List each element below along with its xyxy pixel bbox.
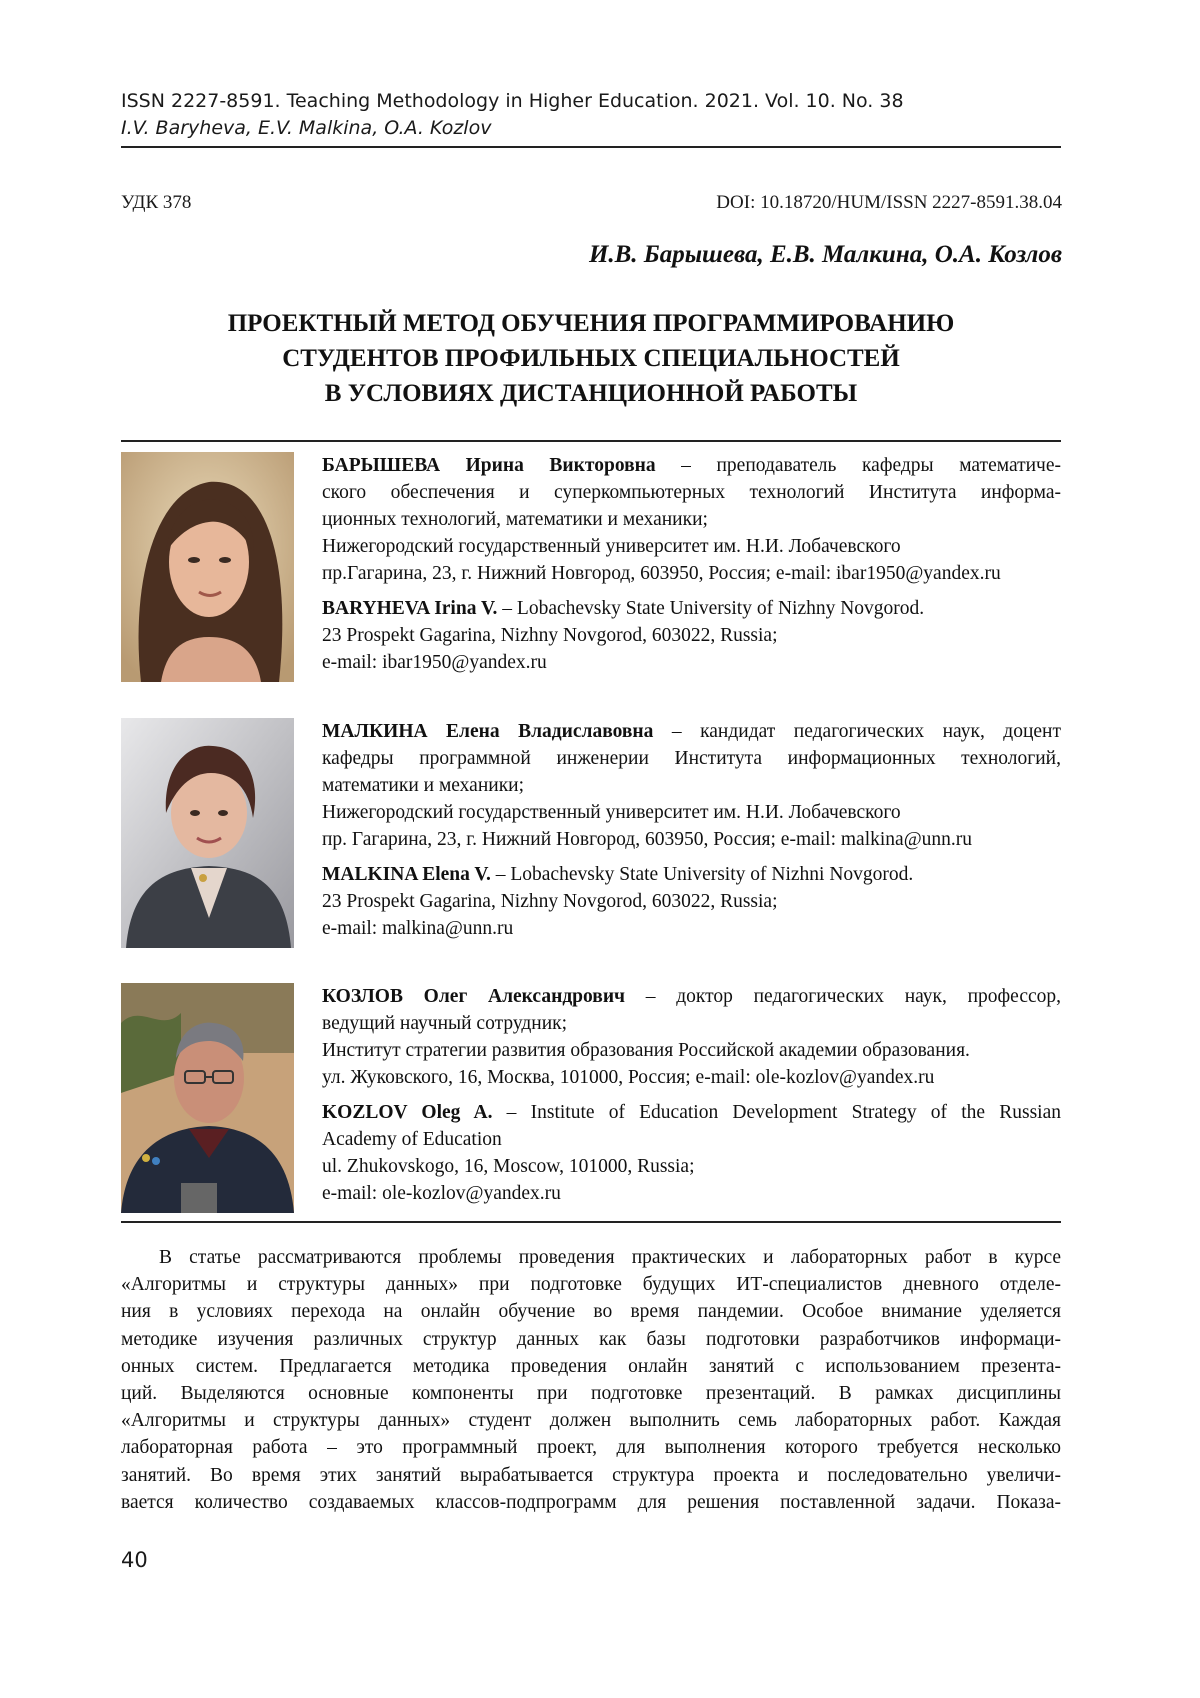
- udc-code: УДК 378: [121, 192, 192, 213]
- bio-english: [322, 1099, 1061, 1207]
- bio-line: e-mail: ibar1950@yandex.ru: [322, 652, 547, 673]
- author-bio-malkina: [322, 718, 1061, 942]
- author-block-top-rule: [121, 440, 1061, 442]
- bio-line: 23 Prospekt Gagarina, Nizhny Novgorod, 603022, Russia;: [322, 625, 778, 646]
- bio-line: математики и механики;: [322, 775, 525, 796]
- portrait-image: [121, 718, 294, 948]
- bio-line: кафедры программной инженерии Института информационных технологий,: [322, 748, 1061, 769]
- bio-line: ul. Zhukovskogo, 16, Moscow, 101000, Russia;: [322, 1156, 695, 1177]
- header-rule: [121, 146, 1061, 148]
- bio-line: ского обеспечения и суперкомпьютерных технологий Института информа-: [322, 482, 1061, 503]
- abstract-line: вается количество создаваемых классов-подпрограмм для решения поставленной задачи. Показа-: [121, 1491, 1061, 1513]
- bio-line: e-mail: malkina@unn.ru: [322, 918, 514, 939]
- author-name-ru: КОЗЛОВ Олег Александрович: [322, 986, 626, 1007]
- bio-line: [322, 983, 1061, 1010]
- author-name-en: KOZLOV Oleg A.: [322, 1102, 493, 1123]
- bio-line: [322, 452, 1061, 479]
- bio-line: Институт стратегии развития образования Российской академии образования.: [322, 1040, 970, 1061]
- journal-line: ISSN 2227-8591. Teaching Methodology in Higher Education. 2021. Vol. 10. No. 38: [121, 90, 904, 112]
- author-bio-kozlov: [322, 983, 1061, 1207]
- author-block-bottom-rule: [121, 1221, 1061, 1223]
- title-line: СТУДЕНТОВ ПРОФИЛЬНЫХ СПЕЦИАЛЬНОСТЕЙ: [282, 345, 900, 372]
- bio-line: [322, 718, 1061, 745]
- abstract-line: лабораторная работа – это программный проект, для выполнения которого требуется несколько: [121, 1437, 1061, 1459]
- article-title: [121, 306, 1061, 411]
- bio-russian: [322, 452, 1061, 587]
- abstract-line: В статье рассматриваются проблемы проведения практических и лабораторных работ в курсе: [159, 1247, 1061, 1268]
- abstract-line: ния в условиях перехода на онлайн обучение во время пандемии. Особое внимание уделяется: [121, 1301, 1061, 1323]
- abstract-line: «Алгоритмы и структуры данных» студент должен выполнить семь лабораторных работ. Каждая: [121, 1410, 1061, 1432]
- byline: И.В. Барышева, Е.В. Малкина, О.А. Козлов: [588, 241, 1062, 268]
- bio-english: [322, 861, 1061, 942]
- bio-line: Academy of Education: [322, 1129, 502, 1150]
- abstract-line: онных систем. Предлагается методика проведения онлайн занятий с использованием презента-: [121, 1355, 1061, 1377]
- bio-text: – кандидат педагогических наук, доцент: [653, 721, 1061, 742]
- abstract-line: занятий. Во время этих занятий вырабатывается структура проекта и последовательно увеличи-: [121, 1464, 1061, 1486]
- bio-russian: [322, 718, 1061, 853]
- bio-line: 23 Prospekt Gagarina, Nizhny Novgorod, 603022, Russia;: [322, 891, 778, 912]
- doi-link[interactable]: DOI: 10.18720/HUM/ISSN 2227-8591.38.04: [716, 192, 1062, 213]
- bio-text: – доктор педагогических наук, профессор,: [625, 986, 1062, 1007]
- bio-line: ул. Жуковского, 16, Москва, 101000, Россия; e-mail: ole-kozlov@yandex.ru: [322, 1067, 935, 1088]
- page-number: 40: [121, 1548, 148, 1572]
- bio-english: [322, 595, 1061, 676]
- author-photo-malkina: [121, 718, 294, 948]
- bio-line: Нижегородский государственный университет им. Н.И. Лобачевского: [322, 536, 901, 557]
- portrait-image: [121, 983, 294, 1213]
- bio-text: – Institute of Education Development Strategy of the Russian: [492, 1102, 1061, 1123]
- bio-text: – Lobachevsky State University of Nizhny Novgorod.: [497, 598, 925, 619]
- bio-line: [322, 861, 1061, 888]
- bio-line: пр. Гагарина, 23, г. Нижний Новгород, 603950, Россия; e-mail: malkina@unn.ru: [322, 829, 973, 850]
- abstract-line: методике изучения различных структур данных как базы подготовки разработчиков информаци-: [121, 1328, 1061, 1350]
- author-bio-barysheva: [322, 452, 1061, 676]
- bio-line: ционных технологий, математики и механики;: [322, 509, 708, 530]
- portrait-image: [121, 452, 294, 682]
- title-line: В УСЛОВИЯХ ДИСТАНЦИОННОЙ РАБОТЫ: [324, 380, 858, 407]
- bio-line: ведущий научный сотрудник;: [322, 1013, 568, 1034]
- header-authors: I.V. Baryheva, E.V. Malkina, O.A. Kozlov: [121, 117, 492, 139]
- running-header: [121, 88, 1061, 142]
- bio-text: – преподаватель кафедры математиче-: [655, 455, 1062, 476]
- bio-text: – Lobachevsky State University of Nizhni Novgorod.: [490, 864, 914, 885]
- bio-line: e-mail: ole-kozlov@yandex.ru: [322, 1183, 561, 1204]
- author-name-en: MALKINA Elena V.: [322, 864, 491, 885]
- abstract-line: ций. Выделяются основные компоненты при подготовке презентаций. В рамках дисциплины: [121, 1383, 1061, 1405]
- bio-russian: [322, 983, 1061, 1091]
- author-name-ru: МАЛКИНА Елена Владиславовна: [322, 721, 654, 742]
- abstract-line: «Алгоритмы и структуры данных» при подготовке будущих ИТ-специалистов дневного отделе-: [121, 1274, 1061, 1296]
- author-name-ru: БАРЫШЕВА Ирина Викторовна: [322, 455, 656, 476]
- author-photo-barysheva: [121, 452, 294, 682]
- bio-line: Нижегородский государственный университет им. Н.И. Лобачевского: [322, 802, 901, 823]
- bio-line: [322, 1099, 1061, 1126]
- author-photo-kozlov: [121, 983, 294, 1213]
- title-line: ПРОЕКТНЫЙ МЕТОД ОБУЧЕНИЯ ПРОГРАММИРОВАНИЮ: [227, 310, 955, 337]
- bio-line: [322, 595, 1061, 622]
- author-name-en: BARYHEVA Irina V.: [322, 598, 498, 619]
- abstract: [121, 1244, 1061, 1516]
- bio-line: пр.Гагарина, 23, г. Нижний Новгород, 603950, Россия; e-mail: ibar1950@yandex.ru: [322, 563, 1001, 584]
